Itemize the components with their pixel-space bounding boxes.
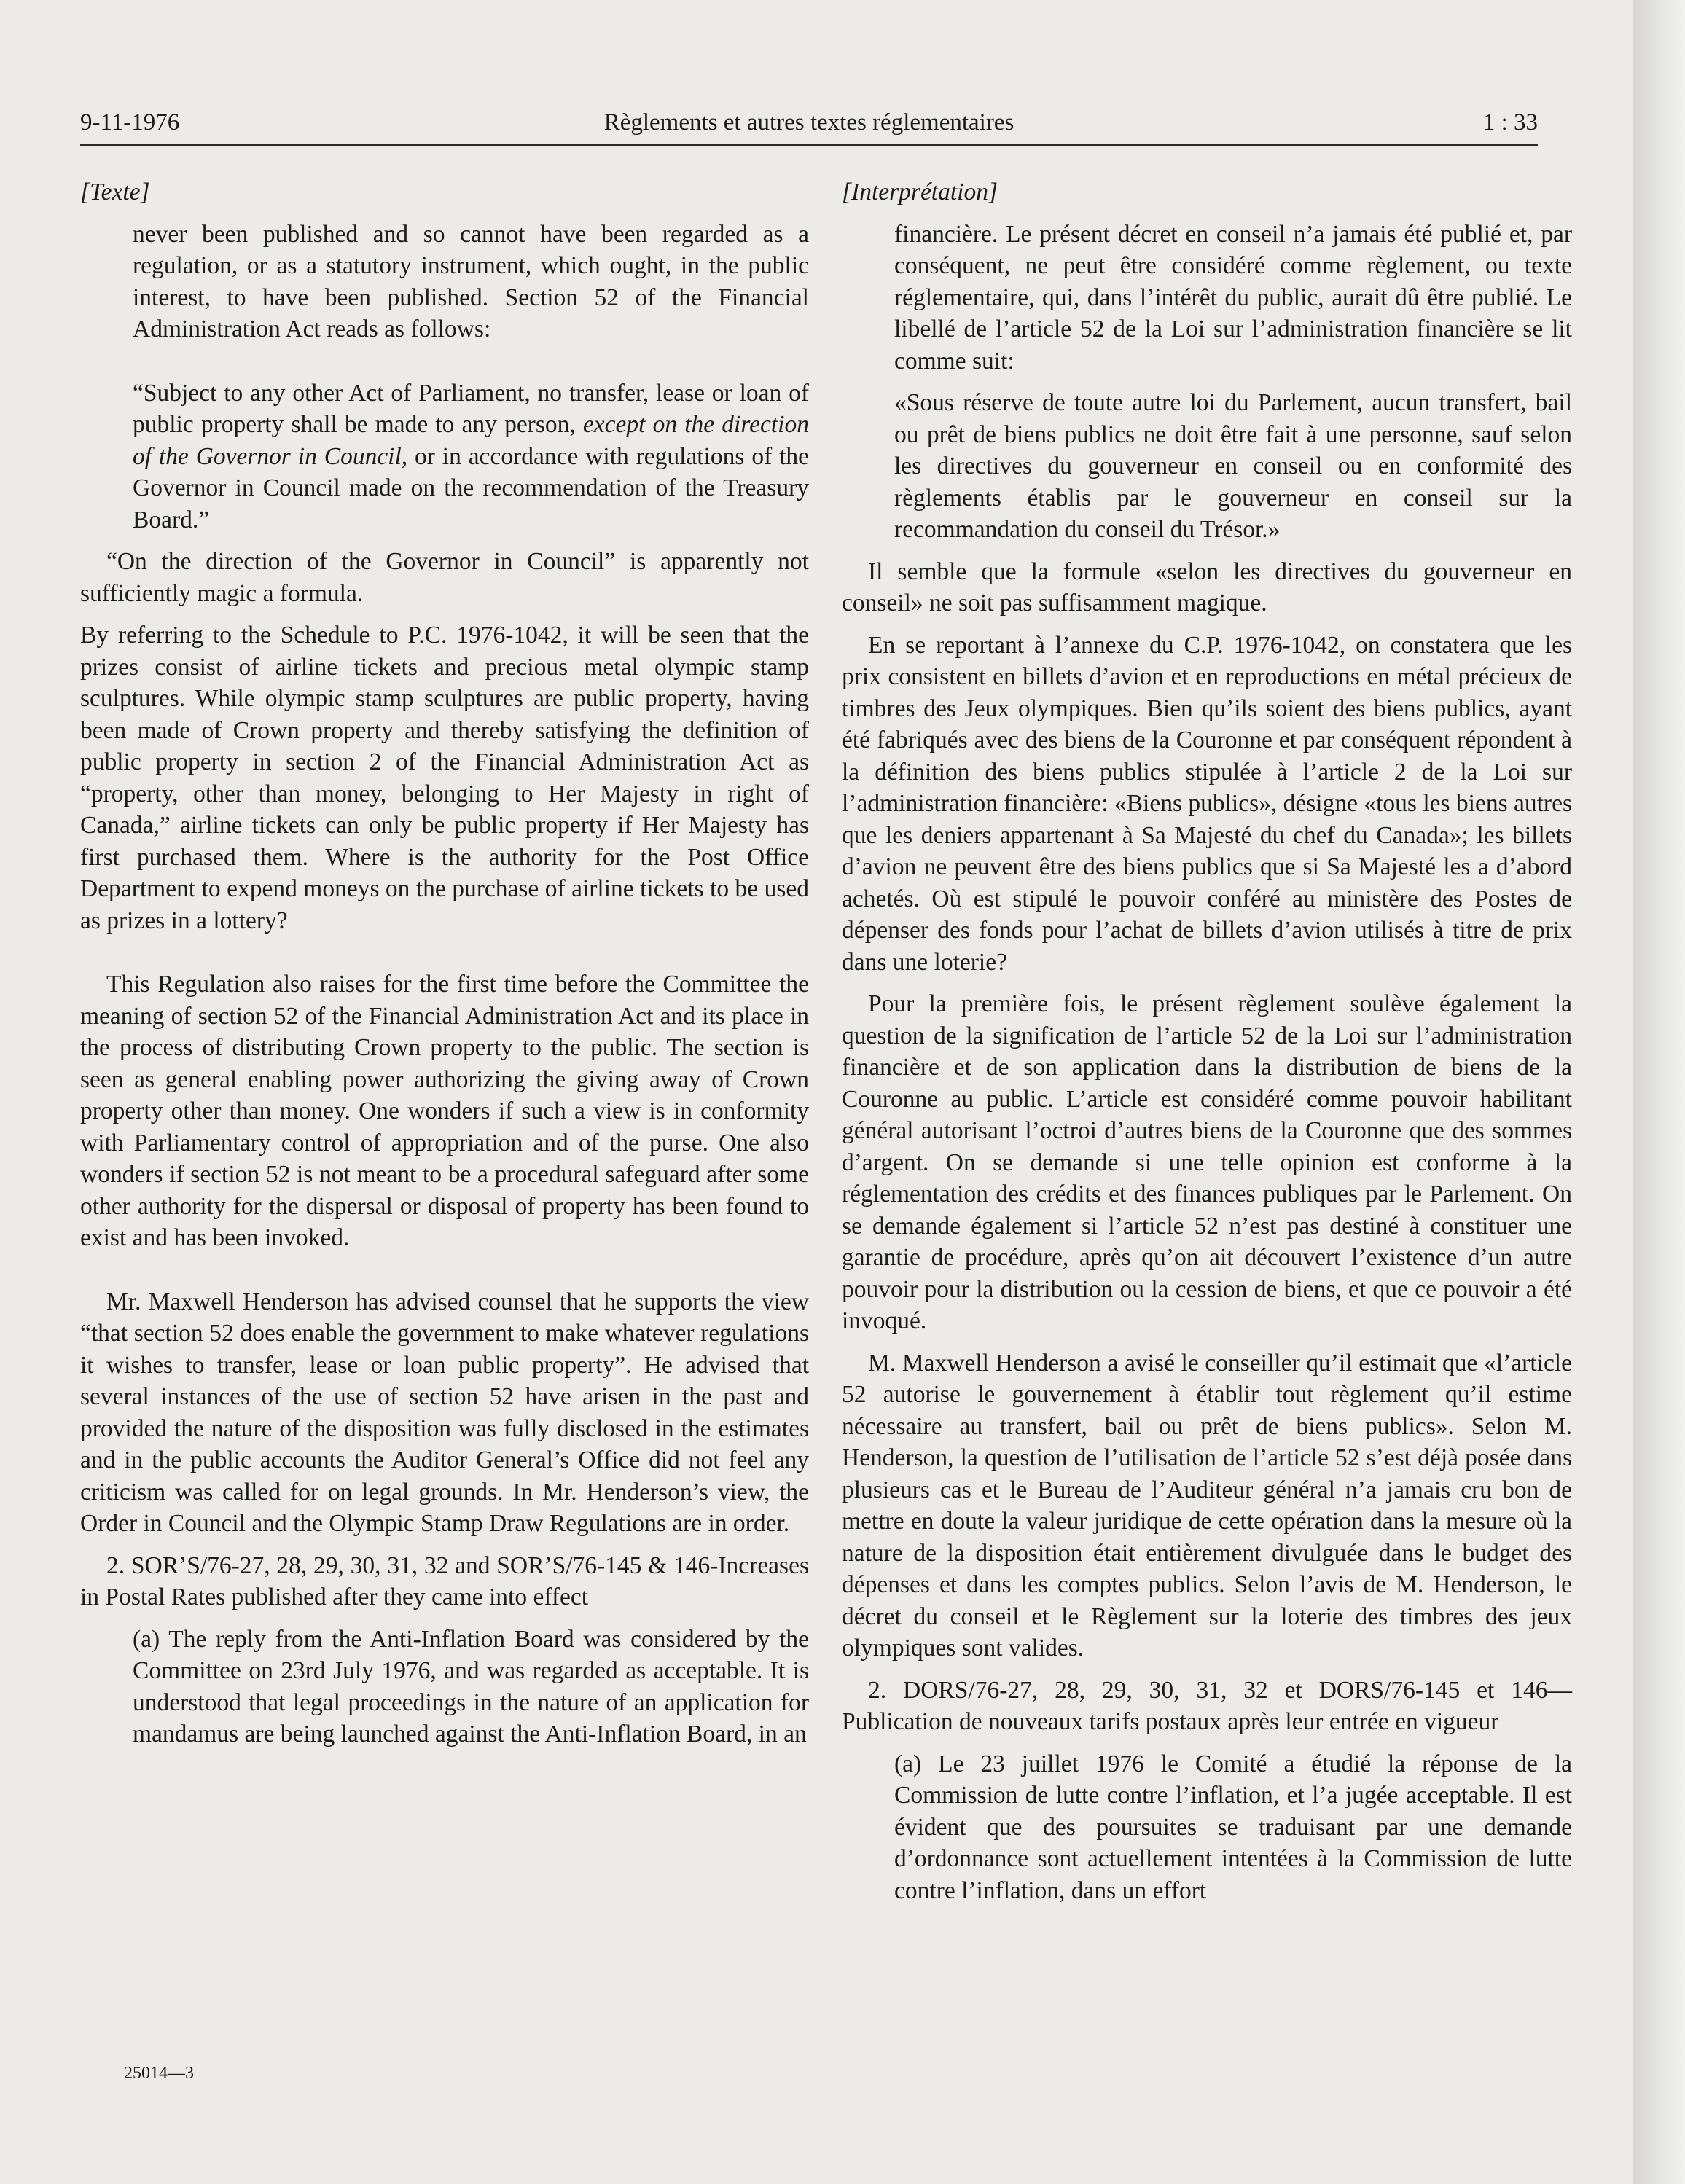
- item-heading: 2. DORS/76-27, 28, 29, 30, 31, 32 et DORS/76-145 et 146—Publication de nouveaux tarifs postaux après leur entrée en vigueur: [842, 1676, 1572, 1735]
- french-paragraph: Pour la première fois, le présent règlement soulève également la question de la signification de l’article 52 de la Loi sur l’administration financière et de son application dans la distribution de biens de la Couronne au public. L’article est considéré comme pouvoir habilitant général autorisant l’octroi d’autres biens de la Couronne que des sommes d’argent. On se demande si une telle opinion est conforme à la réglementation des crédits et des finances publiques par le Parlement. On se demande également si l’article 52 n’est pas destiné à constituer une garantie de procédure, après qu’on ait découvert l’existence d’un autre pouvoir pour la distribution ou la cession de biens, et que ce pouvoir a été invoqué.: [842, 990, 1572, 1334]
- english-column: [80, 176, 809, 1761]
- french-column: [842, 176, 1572, 1917]
- french-paragraph: M. Maxwell Henderson a avisé le conseiller qu’il estimait que «l’article 52 autorise le gouvernement à établir tout règlement qu’il estime nécessaire au transfert, bail ou prêt de biens publics». Selon M. Henderson, la question de l’utilisation de l’article 52 s’est déjà posée dans plusieurs cas et le Bureau de l’Auditeur général n’a jamais cru bon de mettre en doute la valeur juridique de cette opération dans la mesure où la nature de la disposition était entièrement divulguée dans le budget des dépenses et dans les comptes publics. Selon l’avis de M. Henderson, le décret du conseil et le Règlement sur la loterie des timbres des jeux olympiques sont valides.: [842, 1349, 1572, 1662]
- item-subparagraph: (a) Le 23 juillet 1976 le Comité a étudié la réponse de la Commission de lutte contre l’inflation, et l’a jugée acceptable. Il est évident que des poursuites se traduisant par une demande d’ordonnance sont actuellement intentées à la Commission de lutte contre l’inflation, dans un effort: [894, 1750, 1572, 1904]
- running-header: [80, 109, 1538, 146]
- header-title: Règlements et autres textes réglementaires: [603, 109, 1014, 136]
- french-paragraph: financière. Le présent décret en conseil n’a jamais été publié et, par conséquent, ne peut être considéré comme règlement, ou texte réglementaire, qui, dans l’intérêt du public, aurait dû être publié. Le libellé de l’article 52 de la Loi sur l’administration financière se lit comme suit:: [894, 220, 1572, 375]
- quote-text: “Subject to any other Act of Parliament, no transfer, lease or loan of public property shall be made to any person,: [133, 379, 809, 438]
- english-paragraph: Mr. Maxwell Henderson has advised counsel that he supports the view “that section 52 does enable the government to make whatever regulations it wishes to transfer, lease or loan public property”. He advised that several instances of the use of section 52 have arisen in the past and provided the nature of the disposition was fully disclosed in the estimates and in the public accounts the Auditor General’s Office did not feel any criticism was called for on legal grounds. In Mr. Henderson’s view, the Order in Council and the Olympic Stamp Draw Regulations are in order.: [80, 1288, 809, 1537]
- french-paragraph: En se reportant à l’annexe du C.P. 1976-1042, on constatera que les prix consistent en billets d’avion et en reproductions en métal précieux de timbres des Jeux olympiques. Bien qu’ils soient des biens publics, ayant été fabriqués avec des biens de la Couronne et par conséquent répondent à la définition des biens publics stipulée à l’article 2 de la Loi sur l’administration financière: «Biens publics», désigne «tous les biens autres que les deniers appartenant à Sa Majesté du chef du Canada»; les billets d’avion ne peuvent être des biens publics que si Sa Majesté les a d’abord achetés. Où est stipulé le pouvoir conféré au ministère des Postes de dépenser des fonds pour l’achat de billets d’avion utilisés à titre de prix dans une loterie?: [842, 631, 1572, 976]
- english-paragraph: This Regulation also raises for the first time before the Committee the meaning of section 52 of the Financial Administration Act and its place in the process of distributing Crown property to the public. The section is seen as general enabling power authorizing the giving away of Crown property other than money. One wonders if such a view is in conformity with Parliamentary control of appropriation and of the purse. One also wonders if section 52 is not meant to be a procedural safeguard after some other authority for the dispersal or disposal of property has been found to exist and has been invoked.: [80, 971, 809, 1251]
- statute-quote: «Sous réserve de toute autre loi du Parlement, aucun transfert, bail ou prêt de biens publics ne doit être fait à une personne, sauf selon les directives du gouverneur en conseil ou en conformité des règlements établis par le gouverneur en conseil sur la recommandation du conseil du Trésor.»: [894, 389, 1572, 543]
- quote-emphasis: except on the direction of the Governor in Council,: [133, 411, 809, 470]
- footer-code: 25014—3: [124, 2064, 194, 2083]
- item-subparagraph: (a) The reply from the Anti-Inflation Board was considered by the Committee on 23rd July 1976, and was regarded as acceptable. It is understood that legal proceedings in the nature of an application for mandamus are being launched against the Anti-Inflation Board, in an: [133, 1625, 809, 1747]
- quote-text: or in accordance with regulations of the Governor in Council made on the recommendation of the Treasury Board.”: [133, 442, 810, 533]
- english-paragraph: By referring to the Schedule to P.C. 1976-1042, it will be seen that the prizes consist of airline tickets and precious metal olympic stamp sculptures. While olympic stamp sculptures are public property, having been made of Crown property and thereby satisfying the definition of public property in section 2 of the Financial Administration Act as “property, other than money, belonging to Her Majesty in right of Canada,” airline tickets can only be public property if Her Majesty has first purchased them. Where is the authority for the Post Office Department to expend moneys on the purchase of airline tickets to be used as prizes in a lottery?: [80, 622, 809, 934]
- english-paragraph: “On the direction of the Governor in Council” is apparently not sufficiently magic a formula.: [80, 548, 809, 607]
- english-paragraph: never been published and so cannot have been regarded as a regulation, or as a statutory instrument, which ought, in the public interest, to have been published. Section 52 of the Financial Administration Act reads as follows:: [133, 220, 809, 343]
- page-number: 1 : 33: [1482, 109, 1538, 136]
- page-edge: [1633, 0, 1685, 2184]
- english-heading: [Texte]: [80, 179, 150, 206]
- header-date: 9-11-1976: [80, 109, 180, 136]
- french-heading: [Interprétation]: [842, 179, 998, 206]
- header-rule: [80, 144, 1538, 146]
- item-heading: 2. SOR’S/76-27, 28, 29, 30, 31, 32 and SOR’S/76-145 & 146-Increases in Postal Rates published after they came into effect: [80, 1551, 809, 1610]
- french-paragraph: Il semble que la formule «selon les directives du gouverneur en conseil» ne soit pas suffisamment magique.: [842, 557, 1572, 617]
- statute-quote: [80, 377, 809, 536]
